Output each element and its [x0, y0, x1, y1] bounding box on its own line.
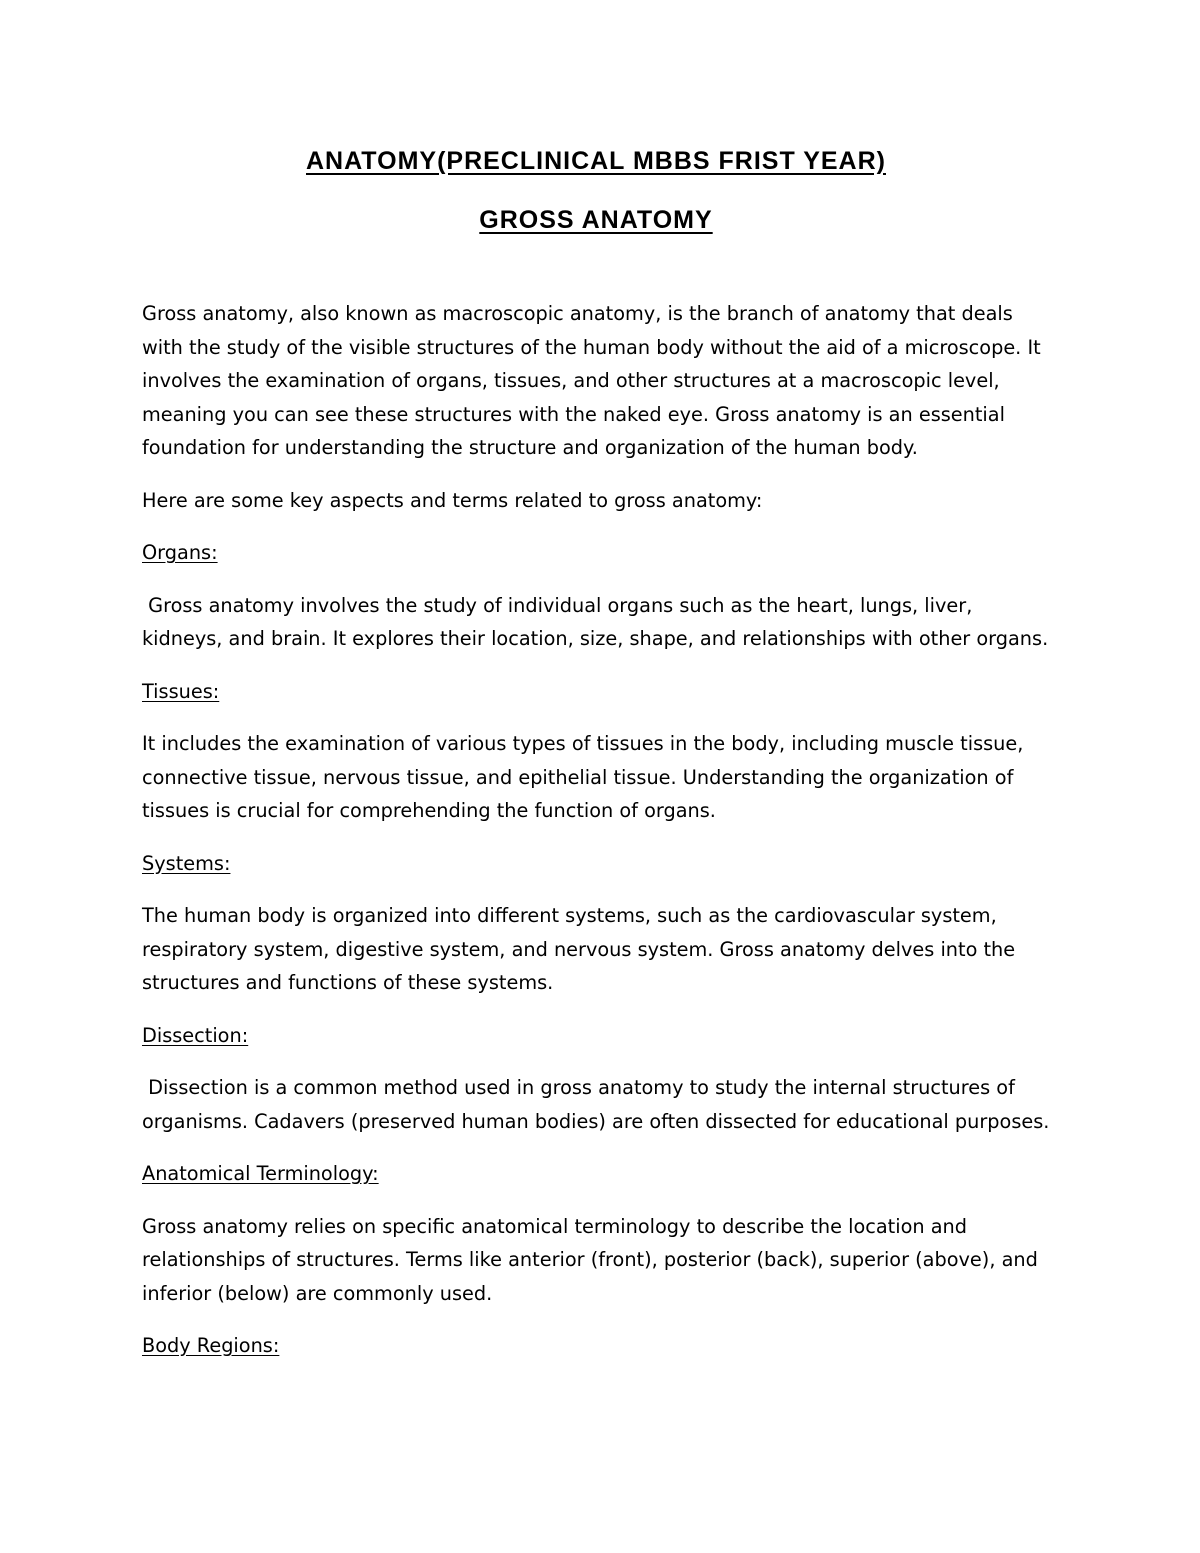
- section-body-dissection: Dissection is a common method used in gross anatomy to study the internal structures of organisms. Cadavers (preserved human bodies) are often dissected for educational purposes.: [142, 1076, 1050, 1133]
- section-heading-body-regions: Body Regions:: [142, 1334, 280, 1357]
- section-body-organs: Gross anatomy involves the study of individual organs such as the heart, lungs, liver, kidneys, and brain. It explores their location, size, shape, and relationships with other organs.: [142, 593, 1049, 650]
- document-title: ANATOMY(PRECLINICAL MBBS FRIST YEAR): [306, 147, 886, 175]
- lead-paragraph: Here are some key aspects and terms related to gross anatomy:: [142, 488, 763, 512]
- section-heading-tissues: Tissues:: [142, 679, 220, 703]
- document-body: [142, 297, 1050, 1363]
- section-heading-anatomical-terminology: Anatomical Terminology:: [142, 1162, 379, 1185]
- section-heading-systems: Systems:: [142, 851, 231, 875]
- section-body-systems: The human body is organized into different systems, such as the cardiovascular system, respiratory system, digestive system, and nervous system. Gross anatomy delves into the structures and functions of these systems.: [142, 904, 1016, 994]
- intro-paragraph: Gross anatomy, also known as macroscopic anatomy, is the branch of anatomy that deals with the study of the visible structures of the human body without the aid of a microscope. It involves the examination of organs, tissues, and other structures at a macroscopic level, meaning you can see these structures with the naked eye. Gross anatomy is an essential foundation for understanding the structure and organization of the human body.: [142, 302, 1041, 459]
- section-body-anatomical-terminology: Gross anatomy relies on specific anatomical terminology to describe the location and relationships of structures. Terms like anterior (front), posterior (back), superior (above), and inferior (below) are commonly used.: [142, 1214, 1038, 1305]
- section-heading-dissection: Dissection:: [142, 1023, 249, 1047]
- section-heading-organs: Organs:: [142, 541, 218, 564]
- section-body-tissues: It includes the examination of various types of tissues in the body, including muscle tissue, connective tissue, nervous tissue, and epithelial tissue. Understanding the organization of tissues is crucial for comprehending the function of organs.: [142, 732, 1024, 822]
- document-subtitle: GROSS ANATOMY: [479, 206, 713, 234]
